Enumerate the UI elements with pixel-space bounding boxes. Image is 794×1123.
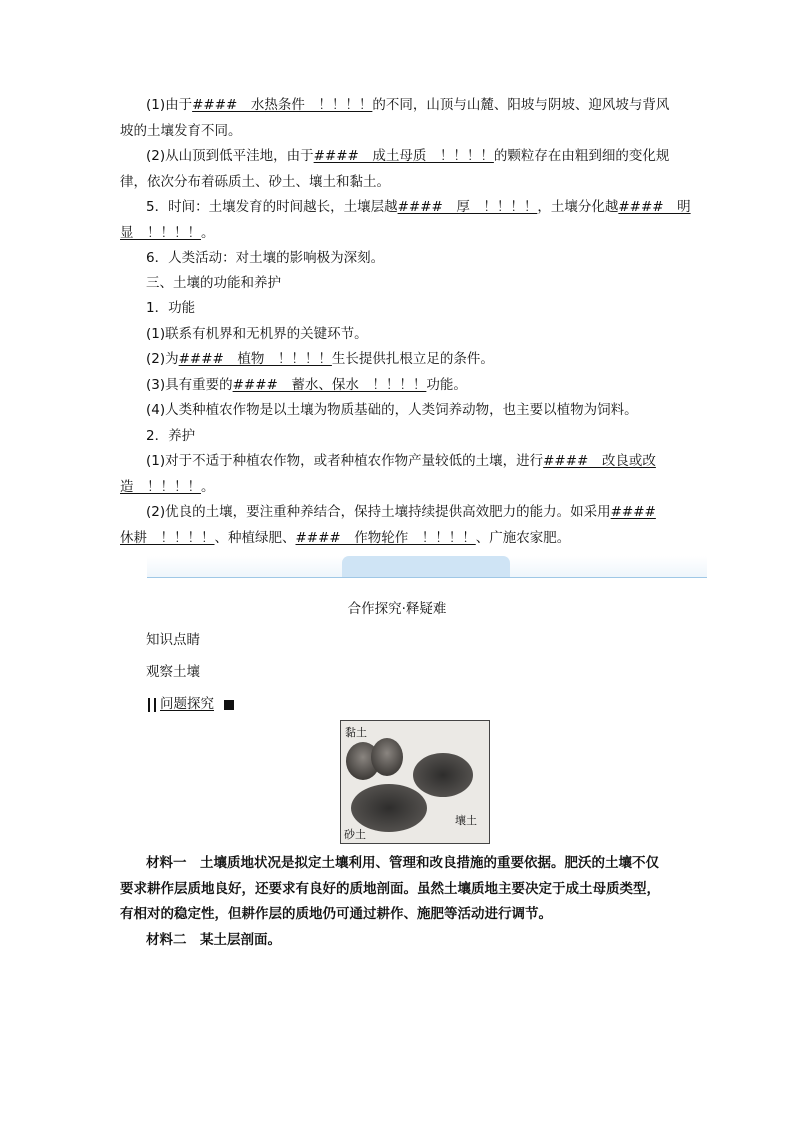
text-line: (1)由于#### 水热条件 ！！！！的不同，山顶与山麓、阳坡与阴坡、迎风坡与背风 <box>146 97 670 113</box>
subheading: 2．养护 <box>146 428 196 444</box>
answer-blank: #### 明 <box>618 199 691 215</box>
divider <box>147 577 707 578</box>
text-line: (2)为#### 植物 ！！！！生长提供扎根立足的条件。 <box>146 351 494 367</box>
answer-blank: #### 植物 ！！！！ <box>178 351 332 367</box>
text-line: 造 ！！！！。 <box>120 479 215 495</box>
section-title: 合作探究·释疑难 <box>347 601 447 617</box>
heading: 三、土壤的功能和养护 <box>146 275 281 291</box>
subheading: 观察土壤 <box>146 664 200 680</box>
question-heading: 问题探究 <box>148 696 234 713</box>
bar-icon <box>148 698 150 712</box>
text-line: (4)人类种植农作物是以土壤为物质基础的，人类饲养动物，也主要以植物为饲料。 <box>146 402 638 418</box>
answer-blank: #### 成土母质 ！！！！ <box>313 148 494 164</box>
sand-label: 砂土 <box>344 828 366 841</box>
answer-blank: #### 改良或改 <box>543 453 656 469</box>
material-label: 材料一 <box>146 855 187 871</box>
subheading: 1．功能 <box>146 300 196 316</box>
answer-blank: #### <box>610 504 656 520</box>
subheading: 知识点睛 <box>146 632 200 648</box>
text-line: (1)对于不适于种植农作物，或者种植农作物产量较低的土壤，进行#### 改良或改 <box>146 453 656 469</box>
text-line: 6．人类活动：对土壤的影响极为深刻。 <box>146 250 385 266</box>
text-line: 显 ！！！！。 <box>120 225 215 241</box>
material-paragraph: 材料二 某土层剖面。 <box>146 932 281 948</box>
soil-photo <box>340 720 490 844</box>
loam-label: 壤土 <box>455 814 477 827</box>
answer-blank: #### 蓄水、保水 ！！！！ <box>232 377 427 393</box>
text-line: (3)具有重要的#### 蓄水、保水 ！！！！功能。 <box>146 377 467 393</box>
sand-pile <box>351 784 427 832</box>
clay-lump <box>371 738 403 776</box>
text-line: 律，依次分布着砾质土、砂土、壤土和黏土。 <box>120 174 390 190</box>
text-line: 要求耕作层质地良好，还要求有良好的质地剖面。虽然土壤质地主要决定于成土母质类型， <box>120 881 660 897</box>
answer-blank: #### 厚 ！！！！ <box>397 199 538 215</box>
section-banner-tab <box>342 556 510 578</box>
text-line: 休耕 ！！！！、种植绿肥、#### 作物轮作 ！！！！、广施农家肥。 <box>120 530 571 546</box>
text-line: (1)联系有机界和无机界的关键环节。 <box>146 326 368 342</box>
text-line: 有相对的稳定性，但耕作层的质地仍可通过耕作、施肥等活动进行调节。 <box>120 906 552 922</box>
answer-blank: 造 ！！！！ <box>120 479 201 495</box>
material-paragraph: 材料一 土壤质地状况是拟定土壤利用、管理和改良措施的重要依据。肥沃的土壤不仅 <box>146 855 659 871</box>
clay-label: 黏土 <box>345 726 367 739</box>
text-line: 5．时间：土壤发育的时间越长，土壤层越#### 厚 ！！！！，土壤分化越#### 明 <box>146 199 691 215</box>
square-icon <box>224 700 234 710</box>
bar-icon <box>154 698 156 712</box>
text-line: 坡的土壤发育不同。 <box>120 123 242 139</box>
material-label: 材料二 <box>146 932 187 948</box>
answer-blank: 显 ！！！！ <box>120 225 201 241</box>
answer-blank: #### 作物轮作 ！！！！ <box>295 530 476 546</box>
answer-blank: #### 水热条件 ！！！！ <box>192 97 373 113</box>
answer-blank: 休耕 ！！！！ <box>120 530 215 546</box>
loam-pile <box>413 753 473 797</box>
text-line: (2)优良的土壤，要注重种养结合，保持土壤持续提供高效肥力的能力。如采用#### <box>146 504 656 520</box>
text-line: (2)从山顶到低平洼地，由于#### 成土母质 ！！！！的颗粒存在由粗到细的变化规 <box>146 148 670 164</box>
